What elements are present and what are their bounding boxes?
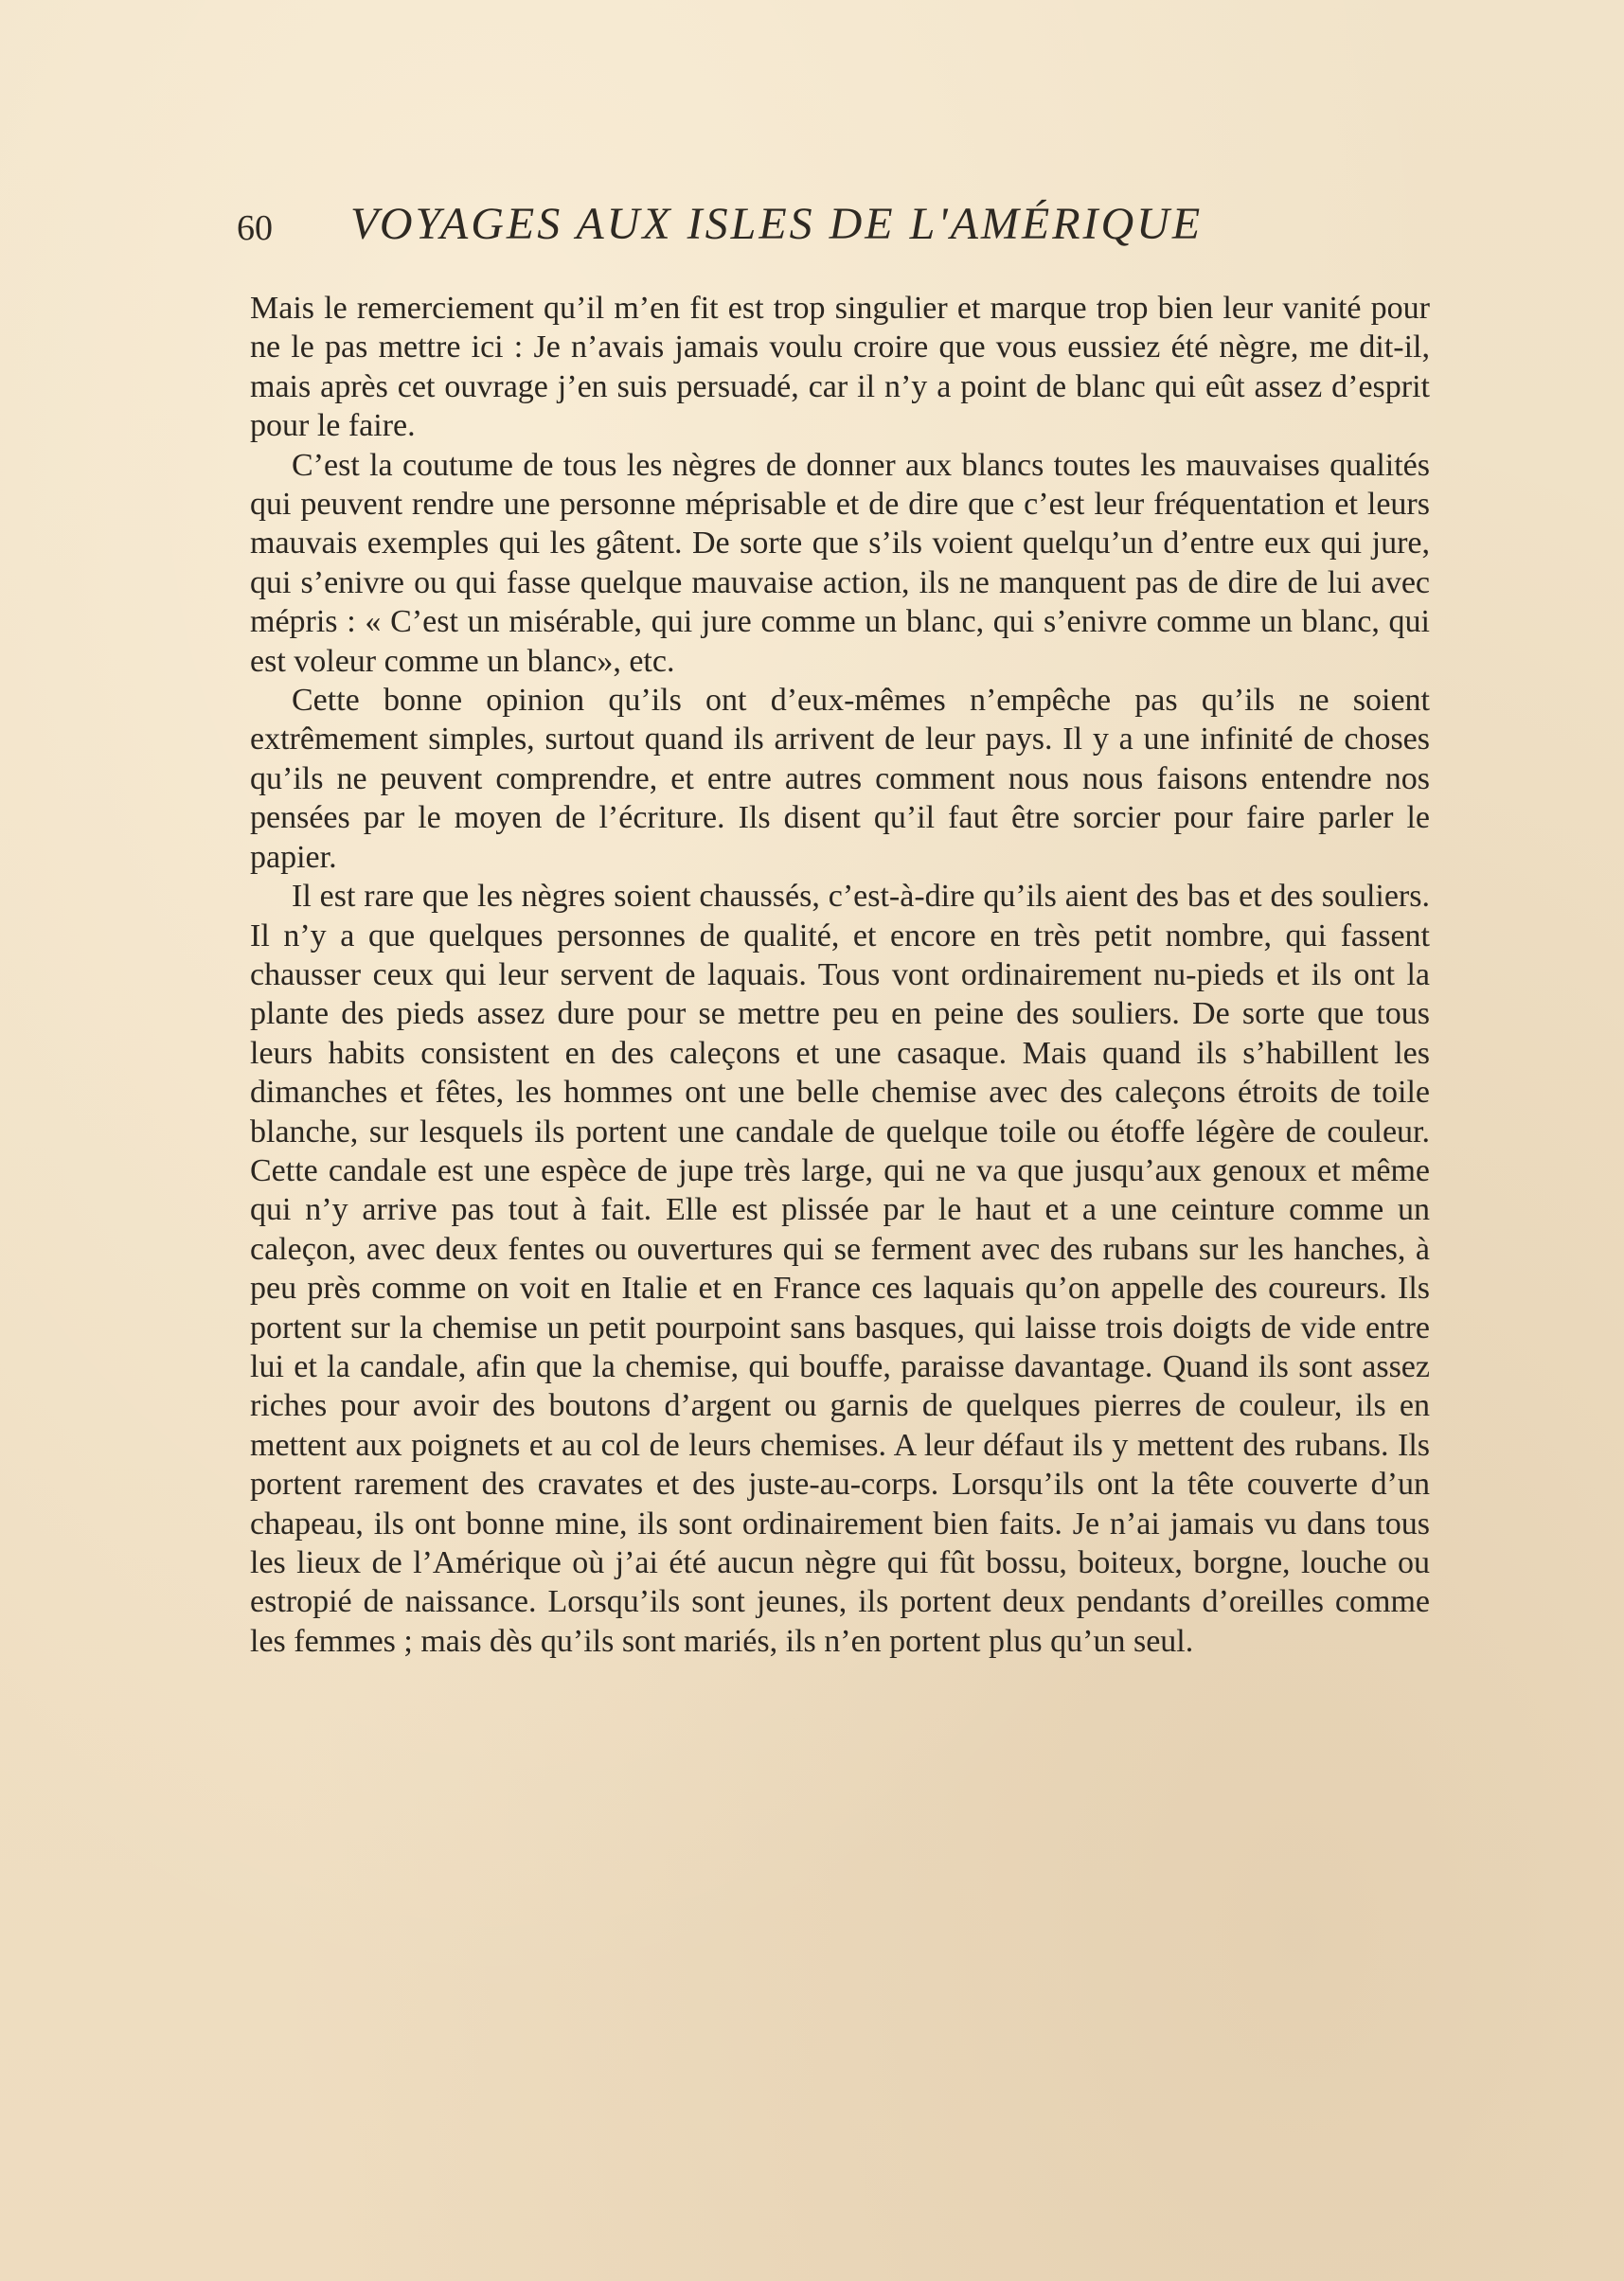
running-title: VOYAGES AUX ISLES DE L'AMÉRIQUE — [350, 199, 1204, 249]
paragraph: Il est rare que les nègres soient chaussés, c’est-à-dire qu’ils aient des bas et des souliers. Il n’y a que quelques personnes de qualité, et encore en très petit nombre, qui fassent chausser ceux qui leur servent de laquais. Tous vont ordinairement nu-pieds et ils ont la plante des pieds assez dure pour se mettre peu en peine des souliers. De sorte que tous leurs habits consistent en des caleçons et une casaque. Mais quand ils s’habillent les dimanches et fêtes, les hommes ont une belle chemise avec des caleçons étroits de toile blanche, sur lesquels ils portent une candale de quelque toile ou étoffe légère de couleur. Cette candale est une espèce de jupe très large, qui ne va que jusqu’aux genoux et même qui n’y arrive pas tout à fait. Elle est plissée par le haut et a une ceinture comme un caleçon, avec deux fentes ou ouvertures qui se ferment avec des rubans sur les hanches, à peu près comme on voit en Italie et en France ces laquais qu’on appelle des coureurs. Ils portent sur la chemise un petit pourpoint sans basques, qui laisse trois doigts de vide entre lui et la candale, afin que la chemise, qui bouffe, paraisse davantage. Quand ils sont assez riches pour avoir des boutons d’argent ou garnis de quelques pierres de couleur, ils en mettent aux poignets et au col de leurs chemises. A leur défaut ils y mettent des rubans. Ils portent rarement des cravates et des juste-au-corps. Lorsqu’ils ont la tête couverte d’un chapeau, ils ont bonne mine, ils sont ordinairement bien faits. Je n’ai jamais vu dans tous les lieux de l’Amérique où j’ai été aucun nègre qui fût bossu, boiteux, borgne, louche ou estropié de naissance. Lorsqu’ils sont jeunes, ils portent deux pendants d’oreilles comme les femmes ; mais dès qu’ils sont mariés, ils n’en portent plus qu’un seul. — [250, 879, 1430, 1659]
paragraph: Mais le remerciement qu’il m’en fit est trop singulier et marque trop bien leur vanité pour ne le pas mettre ici : Je n’avais jamais voulu croire que vous eussiez été nègre, me dit-il, mais après cet ouvrage j’en suis persuadé, car il n’y a point de blanc qui eût assez d’esprit pour le faire. — [250, 291, 1430, 444]
paragraph: Cette bonne opinion qu’ils ont d’eux-mêmes n’empêche pas qu’ils ne soient extrêmement simples, surtout quand ils arrivent de leur pays. Il y a une infinité de choses qu’ils ne peuvent comprendre, et entre autres comment nous nous faisons entendre nos pensées par le moyen de l’écriture. Ils disent qu’il faut être sorcier pour faire parler le papier. — [250, 683, 1430, 875]
page-number: 60 — [237, 208, 273, 248]
page-header — [237, 194, 1439, 260]
paragraph: C’est la coutume de tous les nègres de donner aux blancs toutes les mauvaises qualités qui peuvent rendre une personne méprisable et de dire que c’est leur fréquentation et leurs mauvais exemples qui les gâtent. De sorte que s’ils voient quelqu’un d’entre eux qui jure, qui s’enivre ou qui fasse quelque mauvaise action, ils ne manquent pas de dire de lui avec mépris : « C’est un misérable, qui jure comme un blanc, qui s’enivre comme un blanc, qui est voleur comme un blanc», etc. — [250, 447, 1430, 679]
body-text — [250, 289, 1430, 1661]
